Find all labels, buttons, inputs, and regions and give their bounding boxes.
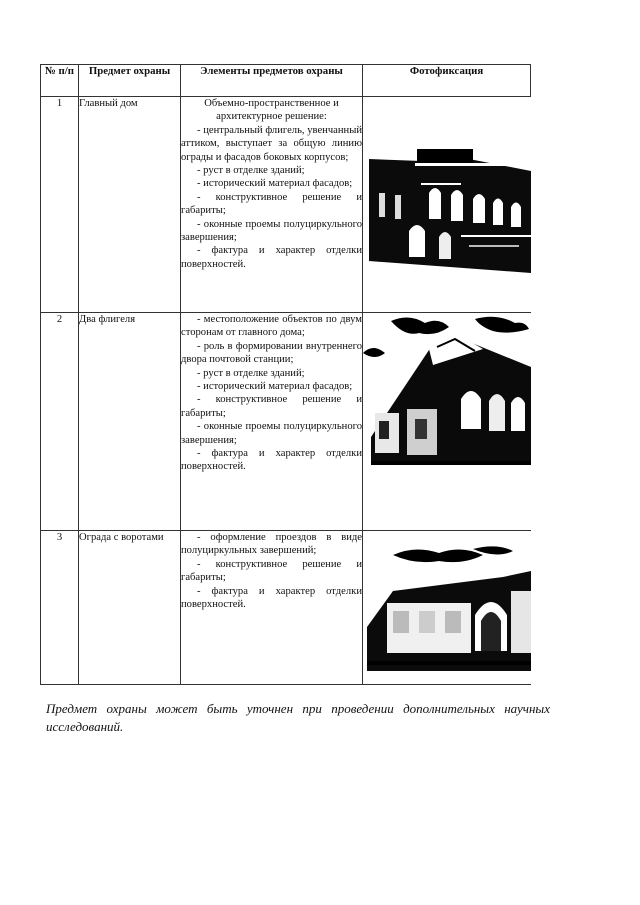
main-house-photo: [363, 97, 531, 312]
row-subject: Главный дом: [79, 97, 181, 313]
header-subject: Предмет охраны: [79, 65, 181, 97]
table-row: [41, 313, 531, 531]
table-header-row: [41, 65, 531, 97]
element-item: - конструктивное решение и габариты;: [181, 394, 362, 419]
row-number: 2: [41, 313, 79, 531]
element-item: - фактура и характер отделки поверхностей.: [181, 245, 362, 270]
header-number: № п/п: [41, 65, 79, 97]
row-subject: Два флигеля: [79, 313, 181, 531]
element-item: - исторический материал фасадов;: [197, 178, 353, 190]
protection-table: [40, 64, 531, 685]
row-number: 1: [41, 97, 79, 313]
element-item: - центральный флигель, увенчанный аттиком, выступает за общую линию ограды и фасадов боковых корпусов;: [181, 124, 362, 163]
row-number: 3: [41, 531, 79, 685]
element-item: - местоположение объектов по двум сторонам от главного дома;: [181, 314, 362, 339]
header-photo: Фотофиксация: [363, 65, 531, 97]
element-item: - оконные проемы полуциркульного завершения;: [181, 218, 362, 244]
table-row: [41, 531, 531, 685]
row-elements: [181, 97, 363, 313]
element-item: - конструктивное решение и габариты;: [181, 191, 362, 217]
row-elements: [181, 531, 363, 685]
table-row: [41, 97, 531, 313]
element-item: - исторический материал фасадов;: [197, 381, 353, 393]
element-item: - фактура и характер отделки поверхностей.: [181, 448, 362, 473]
row-photo-cell: [363, 531, 531, 685]
element-item: - роль в формировании внутреннего двора почтовой станции;: [181, 340, 362, 366]
wings-photo: [363, 313, 531, 530]
element-item: - оконные проемы полуциркульного завершения;: [181, 421, 362, 446]
fence-gate-photo: [363, 531, 531, 684]
row-photo-cell: [363, 313, 531, 531]
row-subject: Ограда с воротами: [79, 531, 181, 685]
element-item: - фактура и характер отделки поверхностей.: [181, 585, 362, 611]
row-elements: [181, 313, 363, 531]
header-elements: Элементы предметов охраны: [181, 65, 363, 97]
element-item: - руст в отделке зданий;: [197, 367, 305, 379]
row-photo-cell: [363, 97, 531, 313]
element-item: - конструктивное решение и габариты;: [181, 558, 362, 584]
footnote-note: Предмет охраны может быть уточнен при проведении дополнительных научных исследований.: [46, 701, 550, 734]
element-item: - оформление проездов в виде полуциркульных завершений;: [181, 532, 362, 557]
element-lead: Объемно-пространственное и архитектурное решение:: [204, 98, 339, 123]
element-item: - руст в отделке зданий;: [197, 165, 305, 177]
